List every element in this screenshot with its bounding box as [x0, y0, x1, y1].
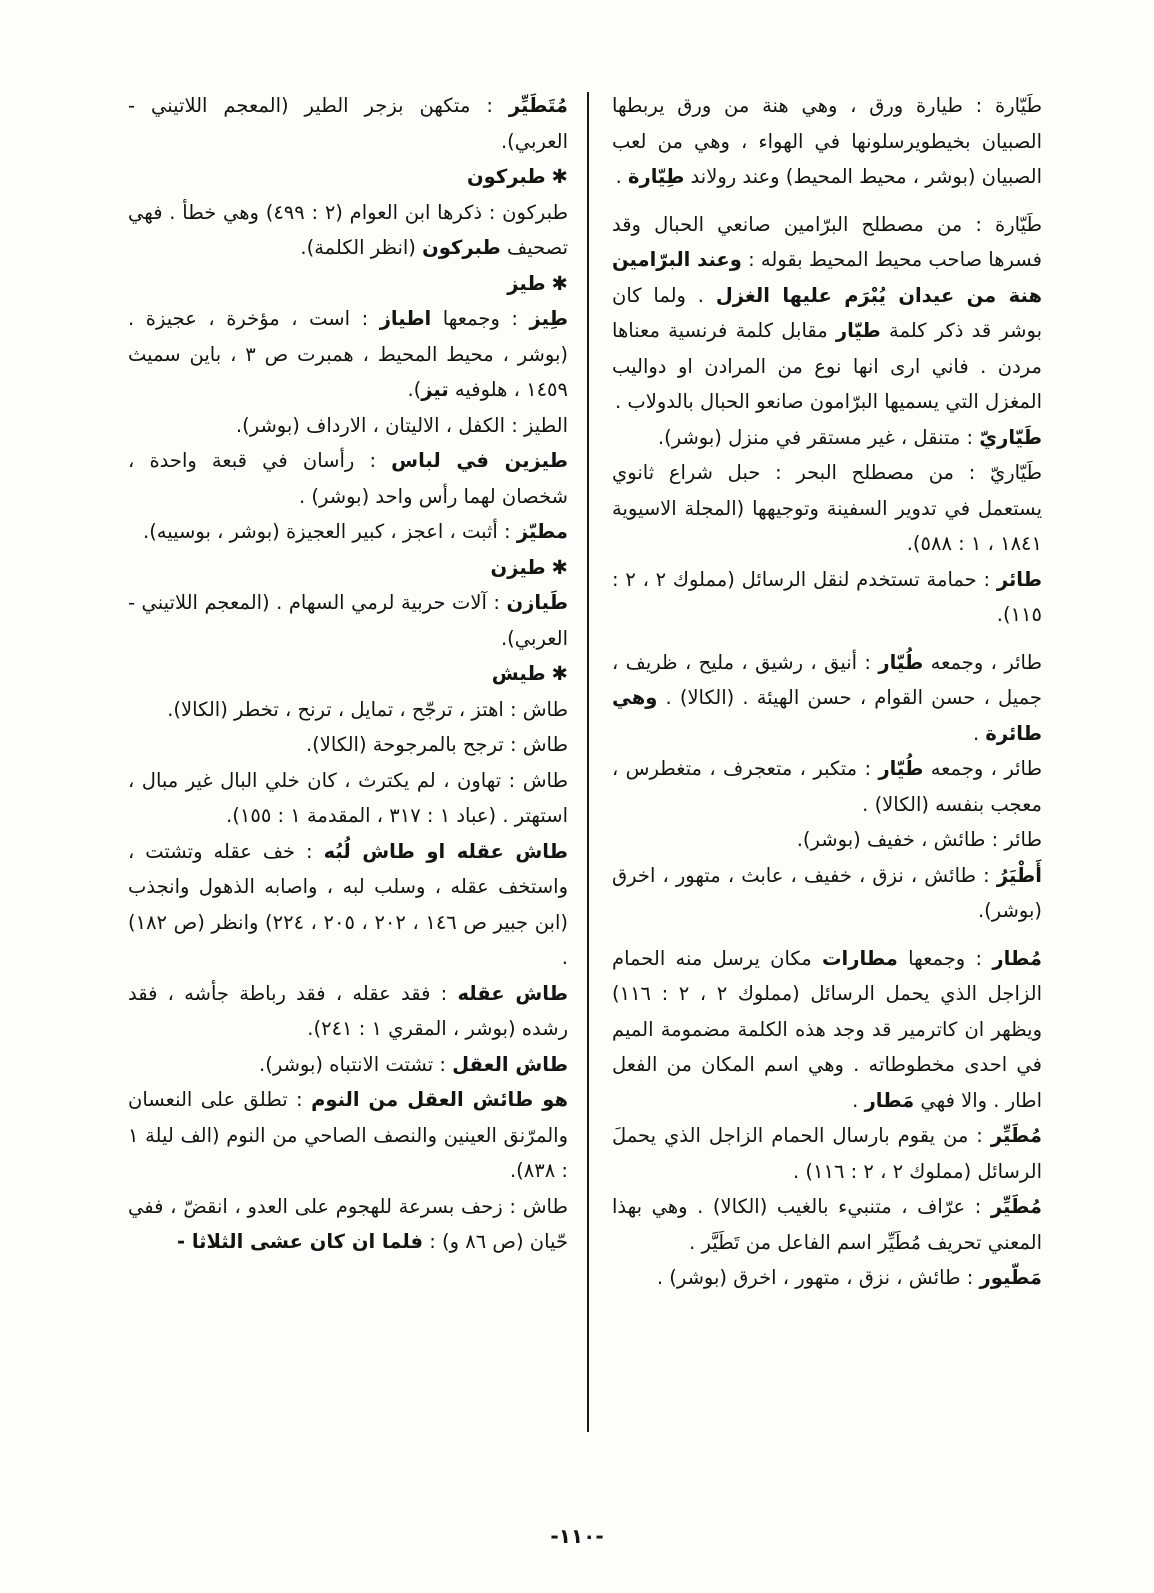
- entry-headword: أَطْيَرُ: [996, 863, 1042, 887]
- asterisk-icon: ✱: [551, 662, 568, 685]
- entry-headword: طُيّار: [878, 650, 924, 674]
- dictionary-entry: [612, 1189, 1042, 1260]
- dictionary-entry: [128, 88, 568, 159]
- entry-headword: مُطَيِّر: [990, 1195, 1042, 1218]
- entry-text: : خف عقله وتشتت ، واستخف عقله ، وسلب لبه ، واصابه الذهول وانجذب (ابن جبير ص ١٤٦ ، ٢٠٢ ، ٢٠٥ ، ٢٢٤) وانظر (ص ١٨٢) .: [128, 839, 568, 969]
- entry-headword: طيزين في لباس: [391, 449, 568, 472]
- dictionary-entry: [612, 562, 1042, 633]
- entry-headword: وعند البرّامين هنة من عيدان يُبْرَم عليها الغزل: [612, 248, 1042, 307]
- entry-text: : متنقل ، غير مستقر في منزل (بوشر).: [657, 425, 980, 449]
- entry-headword: طُيّار: [878, 757, 924, 780]
- entry-text: طائر ، وجمعه: [923, 757, 1042, 780]
- section-heading-text: طيش: [491, 662, 546, 685]
- asterisk-icon: ✱: [551, 555, 568, 579]
- dictionary-entry: [612, 88, 1042, 195]
- entry-text: ).: [407, 378, 422, 401]
- dictionary-entry: [128, 1082, 568, 1189]
- dictionary-entry: [128, 763, 568, 834]
- dictionary-entry: [612, 822, 1042, 858]
- entry-text: طائر : طائش ، خفيف (بوشر).: [796, 828, 1042, 851]
- entry-text: : فقد عقله ، فقد رباطة جأشه ، فقد رشده (بوشر ، المقري ١ : ٢٤١).: [128, 981, 568, 1040]
- dictionary-entry: [128, 195, 568, 266]
- page-number: -١١٠-: [550, 1524, 604, 1548]
- section-heading-text: طبركون: [466, 165, 546, 188]
- entry-headword: طاش العقل: [452, 1052, 568, 1076]
- entry-text: . ولما كان بوشر قد ذكر كلمة: [612, 283, 1042, 342]
- section-heading-text: طيز: [507, 271, 546, 295]
- entry-headword: طَيّاريّ: [979, 425, 1042, 449]
- entry-headword: طِيّارة: [627, 165, 685, 188]
- dictionary-entry: [612, 858, 1042, 929]
- entry-text: : است ، مؤخرة ، عجيزة . (بوشر ، محيط المحيط ، همبرت ص ٣ ، باين سميث ١٤٥٩ ، هلوفيه: [128, 307, 568, 401]
- entry-text: : تشتت الانتباه (بوشر).: [259, 1052, 453, 1076]
- entry-headword: هو طائش العقل من النوم: [311, 1088, 568, 1111]
- entry-headword: مَطار: [864, 1088, 915, 1112]
- entry-text: : رأسان في قبعة واحدة ، شخصان لهما رأس واحد (بوشر) .: [128, 449, 568, 508]
- dictionary-entry: [612, 645, 1042, 752]
- entry-text: طَيّارة : من مصطلح البرّامين صانعي الحبال وقد فسرها صاحب محيط المحيط بقوله :: [612, 212, 1042, 271]
- dictionary-entry: [128, 514, 568, 550]
- entry-text: طَيّارة : طيارة ورق ، وهي هنة من ورق يربطها الصبيان بخيطويرسلونها في الهواء ، وهي من لعب الصبيان (بوشر ، محيط المحيط) وعند رولاند: [612, 94, 1042, 188]
- entry-text: طبركون : ذكرها ابن العوام (٢ : ٤٩٩) وهي خطأ . فهي تصحيف: [128, 200, 569, 259]
- entry-text: : آلات حربية لرمي السهام . (المعجم اللاتيني - العربي).: [128, 591, 568, 650]
- entry-text: الطيز : الكفل ، الاليتان ، الارداف (بوشر).: [235, 413, 568, 437]
- dictionary-entry: [128, 301, 568, 408]
- entry-text: .: [615, 165, 628, 188]
- entry-text: طاش : اهتز ، ترجّح ، تمايل ، ترنح ، تخطر (الكالا).: [167, 697, 568, 721]
- entry-headword: مطارات: [821, 946, 898, 970]
- dictionary-entry: [612, 207, 1042, 420]
- asterisk-icon: ✱: [551, 271, 568, 295]
- entry-headword: مَطّيور: [979, 1266, 1042, 1289]
- entry-text: .: [852, 1088, 865, 1112]
- entry-text: : متكهن بزجر الطير (المعجم اللاتيني - العربي).: [128, 94, 568, 153]
- dictionary-entry: [612, 941, 1042, 1119]
- entry-headword: اطياز: [379, 307, 432, 330]
- entry-text: طاش : تهاون ، لم يكترث ، كان خلي البال غير مبال ، استهتر . (عباد ١ : ٣١٧ ، المقدمة ١ : ١٥٥).: [128, 768, 568, 827]
- entry-text: : طائش ، نزق ، متهور ، اخرق (بوشر) .: [656, 1266, 980, 1289]
- dictionary-entry: [128, 692, 568, 728]
- right-column: [612, 88, 1042, 1296]
- entry-headword: تيز: [421, 378, 449, 401]
- entry-headword: فلما ان كان عشى الثلاثا -: [176, 1230, 424, 1253]
- asterisk-icon: ✱: [551, 165, 568, 188]
- section-heading: [128, 550, 568, 586]
- entry-headword: مُطار: [992, 946, 1042, 970]
- entry-headword: مُتَطَيِّر: [508, 94, 568, 117]
- entry-text: طَيّاريّ : من مصطلح البحر : حبل شراع ثانوي يستعمل في تدوير السفينة وتوجيهها (المجلة الاسيوية ١٨٤١ ، ١ : ٥٨٨).: [612, 461, 1042, 555]
- entry-text: طاش : ترجح بالمرجوحة (الكالا).: [305, 733, 568, 756]
- section-heading: [128, 266, 568, 302]
- section-heading: [128, 656, 568, 692]
- entry-headword: وهي طائرة: [612, 686, 1042, 745]
- entry-headword: طاش عقله او طاش لُبُه: [323, 839, 568, 863]
- entry-text: : من يقوم بارسال الحمام الزاجل الذي يحملَ الرسائل (مملوك ٢ ، ٢ : ١١٦) .: [612, 1124, 1042, 1183]
- entry-text: : أنيق ، رشيق ، مليح ، ظريف ، جميل ، حسن القوام ، حسن الهيئة . (الكالا) .: [612, 650, 1042, 709]
- entry-headword: طبركون: [422, 236, 501, 259]
- section-heading: [128, 159, 568, 195]
- dictionary-entry: [128, 727, 568, 763]
- dictionary-entry: [612, 1260, 1042, 1296]
- entry-headword: مُطَيِّر: [990, 1124, 1042, 1147]
- left-column: [128, 88, 568, 1260]
- entry-text: (انظر الكلمة).: [300, 236, 423, 259]
- entry-text: .: [972, 721, 986, 745]
- entry-headword: طِيز: [529, 307, 568, 330]
- dictionary-entry: [128, 443, 568, 514]
- dictionary-entry: [612, 420, 1042, 456]
- entry-text: طائر ، وجمعه: [923, 650, 1042, 674]
- section-heading-text: طيزن: [490, 555, 546, 579]
- entry-text: مقابل كلمة فرنسية معناها مردن . فاني ارى انها نوع من المرادن او دواليب المغزل التي يسميها البرّامون صانعو الحبال بالدولاب .: [612, 319, 1042, 413]
- entry-text: : عرّاف ، متنبيء بالغيب (الكالا) . وهي بهذا المعني تحريف مُطَيِّر اسم الفاعل من تَطَيَّر .: [612, 1195, 1042, 1254]
- entry-text: : طائش ، نزق ، خفيف ، عابث ، متهور ، اخرق (بوشر).: [612, 863, 1042, 922]
- dictionary-entry: [612, 455, 1042, 562]
- dictionary-entry: [128, 408, 568, 444]
- entry-text: طاش : زحف بسرعة للهجوم على العدو ، انقضّ ، ففي حّيان (ص ٨٦ و) :: [128, 1194, 568, 1253]
- dictionary-entry: [612, 1118, 1042, 1189]
- dictionary-entry: [128, 1047, 568, 1083]
- entry-text: : متكبر ، متعجرف ، متغطرس ، معجب بنفسه (الكالا) .: [612, 757, 1042, 816]
- column-divider: [587, 92, 589, 1432]
- entry-headword: طاش عقله: [457, 981, 568, 1005]
- entry-text: : حمامة تستخدم لنقل الرسائل (مملوك ٢ ، ٢ : ١١٥).: [612, 567, 1042, 626]
- entry-text: : تطلق على النعسان والمرّنق العينين والنصف الصاحي من النوم (الف ليلة ١ : ٨٣٨).: [128, 1088, 568, 1182]
- entry-headword: مطيّز: [516, 520, 568, 543]
- dictionary-entry: [128, 976, 568, 1047]
- entry-headword: طائر: [996, 567, 1042, 591]
- dictionary-entry: [128, 585, 568, 656]
- entry-text: : أثبت ، اعجز ، كبير العجيزة (بوشر ، بوسييه).: [143, 520, 517, 543]
- dictionary-entry: [128, 834, 568, 976]
- dictionary-entry: [612, 751, 1042, 822]
- entry-headword: طيّار: [835, 319, 881, 342]
- entry-text: مكان يرسل منه الحمام الزاجل الذي يحمل الرسائل (مملوك ٢ ، ٢ : ١١٦) ويظهر ان كاترمير قد وجد هذه الكلمة مضمومة الميم في احدى مخطوطاته . وهي اسم المكان من الفعل اطار . والا فهي: [612, 946, 1042, 1112]
- dictionary-entry: [128, 1189, 568, 1260]
- entry-text: : وجمعها: [897, 946, 993, 970]
- entry-text: : وجمعها: [431, 307, 530, 330]
- entry-headword: طَيازن: [506, 591, 568, 614]
